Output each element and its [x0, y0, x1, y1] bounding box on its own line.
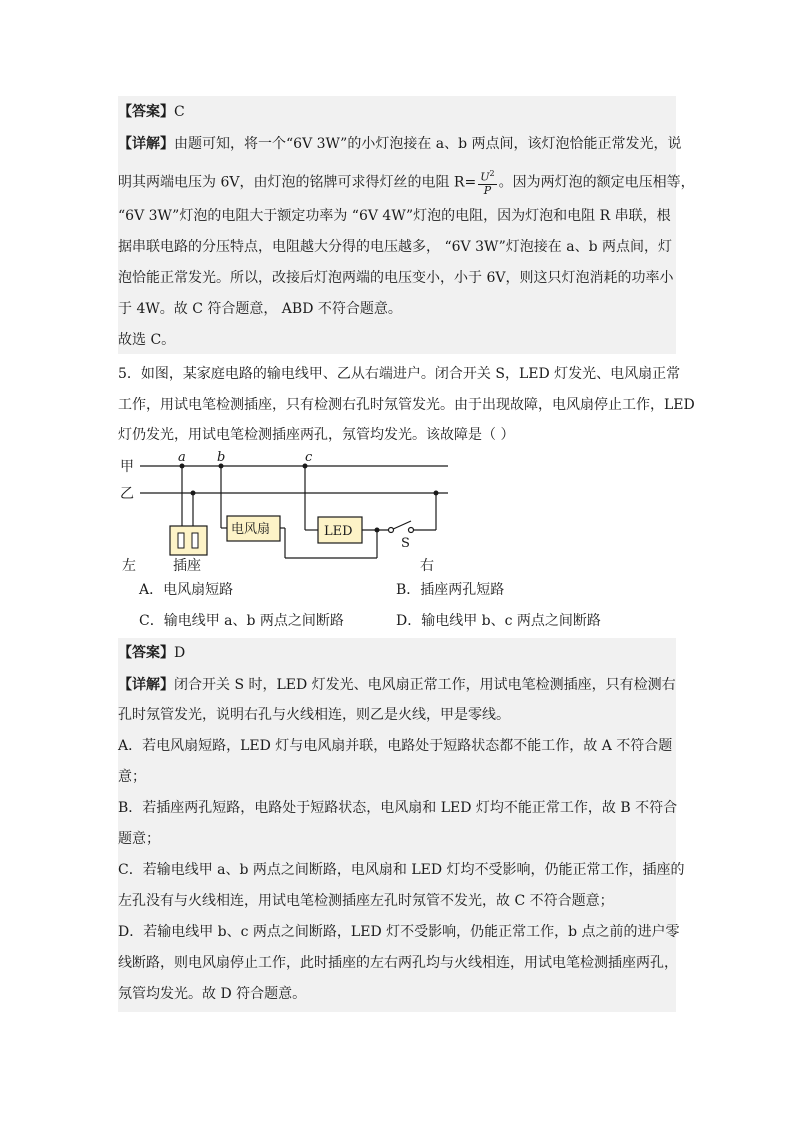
label-c: c: [305, 450, 313, 465]
question5-line-3: 灯仍发光，用试电笔检测插座两孔，氖管均发光。该故障是（ ）: [118, 427, 515, 443]
detail5-text-1: 闭合开关 S 时，LED 灯发光、电风扇正常工作，用试电笔检测插座，只有检测右: [174, 677, 676, 693]
detail5-line-8: 左孔没有与火线相连，用试电笔检测插座左孔时氖管不发光，故 C 不符合题意；: [118, 893, 614, 909]
detail5-line-2: 孔时氖管发光，说明右孔与火线相连，则乙是火线，甲是零线。: [118, 707, 510, 723]
option-d: D．输电线甲 b、c 两点之间断路: [396, 613, 601, 629]
formula-denominator: P: [483, 183, 492, 197]
option-b: B．插座两孔短路: [396, 582, 505, 598]
label-led: LED: [324, 524, 353, 539]
option-a: A．电风扇短路: [139, 582, 234, 598]
detail5-line-6: 题意；: [118, 831, 160, 847]
formula-exponent: 2: [489, 169, 495, 178]
label-a: a: [178, 450, 186, 465]
socket-hole-right: [192, 533, 198, 548]
detail5-line-3: A．若电风扇短路，LED 灯与电风扇并联，电路处于短路状态都不能工作，故 A 不符合题: [118, 738, 673, 754]
junction-led-fan: [375, 528, 380, 533]
question5-line-2: 工作，用试电笔检测插座，只有检测右孔时氖管发光。由于出现故障，电风扇停止工作，LED: [118, 397, 695, 413]
detail4-line-5: 泡恰能正常发光。所以，改接后灯泡两端的电压变小，小于 6V，则这只灯泡消耗的功率小: [118, 270, 674, 286]
detail5-line-1: [118, 675, 676, 695]
junction-switch-yi: [434, 491, 439, 496]
switch-contact-left: [389, 528, 394, 533]
detail5-line-5: B．若插座两孔短路，电路处于短路状态，电风扇和 LED 灯均不能正常工作，故 B 不符合: [118, 800, 678, 816]
answer4-line: [118, 102, 185, 122]
answer5-line: [118, 643, 185, 663]
detail4-text-2b: 。因为两灯泡的额定电压相等，: [498, 174, 695, 191]
switch-lever: [391, 521, 411, 530]
detail5-line-9: D．若输电线甲 b、c 两点之间断路，LED 灯不受影响，仍能正常工作，b 点之前的进户零: [118, 924, 680, 940]
answer5-label: 【答案】: [118, 645, 174, 661]
detail4-line-1: [118, 134, 682, 154]
label-fan: 电风扇: [231, 522, 271, 537]
label-b: b: [217, 450, 226, 465]
detail5-line-7: C．若输电线甲 a、b 两点之间断路，电风扇和 LED 灯均不受影响，仍能正常工作，插座的: [118, 862, 685, 878]
detail5-line-4: 意；: [118, 769, 146, 785]
answer4-value: C: [174, 104, 185, 120]
junction-socket-yi: [191, 491, 196, 496]
detail4-text-1: 由题可知，将一个“6V 3W”的小灯泡接在 a、b 两点间，该灯泡恰能正常发光，说: [174, 136, 682, 152]
detail5-label: 【详解】: [118, 677, 174, 693]
answer5-value: D: [174, 645, 186, 661]
detail4-line-4: 据串联电路的分压特点，电阻越大分得的电压越多， “6V 3W”灯泡接在 a、b 两点间，灯: [118, 239, 672, 255]
formula-numerator: U: [480, 170, 490, 184]
circuit-diagram: [115, 448, 455, 578]
switch-contact-right: [409, 528, 414, 533]
socket-box: [170, 526, 207, 555]
detail5-line-11: 氖管均发光。故 D 符合题意。: [118, 986, 307, 1002]
detail4-text-2a: 明其两端电压为 6V，由灯泡的铭牌可求得灯丝的电阻 R=: [118, 174, 477, 191]
label-socket: 插座: [173, 558, 201, 574]
label-yi: 乙: [120, 486, 134, 502]
label-jia: 甲: [120, 459, 134, 475]
label-left: 左: [122, 558, 136, 574]
option-c: C．输电线甲 a、b 两点之间断路: [139, 613, 344, 629]
socket-hole-left: [178, 533, 184, 548]
detail4-line-7: 故选 C。: [118, 332, 176, 348]
detail4-line-3: “6V 3W”灯泡的电阻大于额定功率为 “6V 4W”灯泡的电阻，因为灯泡和电阻 R 串联，根: [118, 208, 671, 224]
detail4-line-2: [118, 168, 695, 197]
question5-line-1: 5．如图，某家庭电路的输电线甲、乙从右端进户。闭合开关 S，LED 灯发光、电风扇正常: [118, 366, 681, 382]
detail4-line-6: 于 4W。故 C 符合题意， ABD 不符合题意。: [118, 301, 402, 317]
label-switch: S: [401, 536, 410, 551]
label-right: 右: [420, 558, 434, 574]
answer4-label: 【答案】: [118, 104, 174, 120]
detail4-label: 【详解】: [118, 136, 174, 152]
detail5-line-10: 线断路，则电风扇停止工作，此时插座的左右两孔均与火线相连，用试电笔检测插座两孔，: [118, 955, 678, 971]
resistance-formula: [478, 168, 496, 197]
